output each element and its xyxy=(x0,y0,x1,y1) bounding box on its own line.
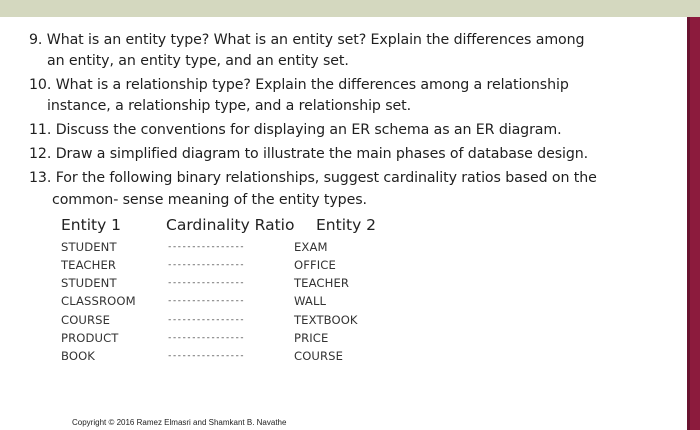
copyright-notice: Copyright © 2016 Ramez Elmasri and Shamkant B. Navathe xyxy=(72,418,287,427)
question-11 xyxy=(29,120,562,142)
row-entity-1: COURSE xyxy=(61,313,111,327)
row-entity-2: WALL xyxy=(294,294,327,308)
blank-dash-line: ---------------- xyxy=(167,296,245,306)
question-number: 9. xyxy=(29,32,43,48)
row-entity-1: TEACHER xyxy=(61,258,117,272)
question-13-continued: common- sense meaning of the entity types. xyxy=(52,192,367,208)
row-entity-1: CLASSROOM xyxy=(61,294,136,308)
header-cardinality-ratio: Cardinality Ratio xyxy=(166,216,295,234)
row-entity-2: PRICE xyxy=(294,331,329,345)
blank-dash-line: ---------------- xyxy=(167,351,245,361)
question-text: Discuss the conventions for displaying an ER schema as an ER diagram. xyxy=(55,122,562,138)
row-entity-2: EXAM xyxy=(294,240,328,254)
question-10 xyxy=(29,75,569,97)
question-text: For the following binary relationships, suggest cardinality ratios based on the xyxy=(55,170,597,186)
blank-dash-line: ---------------- xyxy=(167,278,245,288)
row-entity-1: STUDENT xyxy=(61,276,117,290)
header-entity-1: Entity 1 xyxy=(61,216,122,234)
question-9 xyxy=(29,30,584,52)
question-9-continued: an entity, an entity type, and an entity set. xyxy=(47,53,349,69)
question-text: What is a relationship type? Explain the differences among a relationship xyxy=(55,77,569,93)
row-entity-1: BOOK xyxy=(61,349,96,363)
blank-dash-line: ---------------- xyxy=(167,242,245,252)
top-banner xyxy=(0,0,700,17)
blank-dash-line: ---------------- xyxy=(167,260,245,270)
question-text: Draw a simplified diagram to illustrate the main phases of database design. xyxy=(55,146,589,162)
side-accent-bar xyxy=(687,17,700,430)
question-10-continued: instance, a relationship type, and a relationship set. xyxy=(47,98,412,114)
row-entity-2: TEXTBOOK xyxy=(294,313,358,327)
blank-dash-line: ---------------- xyxy=(167,333,245,343)
question-12 xyxy=(29,144,588,166)
row-entity-1: PRODUCT xyxy=(61,331,119,345)
blank-dash-line: ---------------- xyxy=(167,315,245,325)
question-number: 11. xyxy=(29,122,52,138)
row-entity-1: STUDENT xyxy=(61,240,117,254)
question-13 xyxy=(29,168,597,190)
row-entity-2: TEACHER xyxy=(294,276,350,290)
question-text: What is an entity type? What is an entity set? Explain the differences among xyxy=(46,32,585,48)
row-entity-2: OFFICE xyxy=(294,258,336,272)
row-entity-2: COURSE xyxy=(294,349,344,363)
question-number: 13. xyxy=(29,170,52,186)
question-number: 10. xyxy=(29,77,52,93)
header-entity-2: Entity 2 xyxy=(316,216,377,234)
question-number: 12. xyxy=(29,146,52,162)
